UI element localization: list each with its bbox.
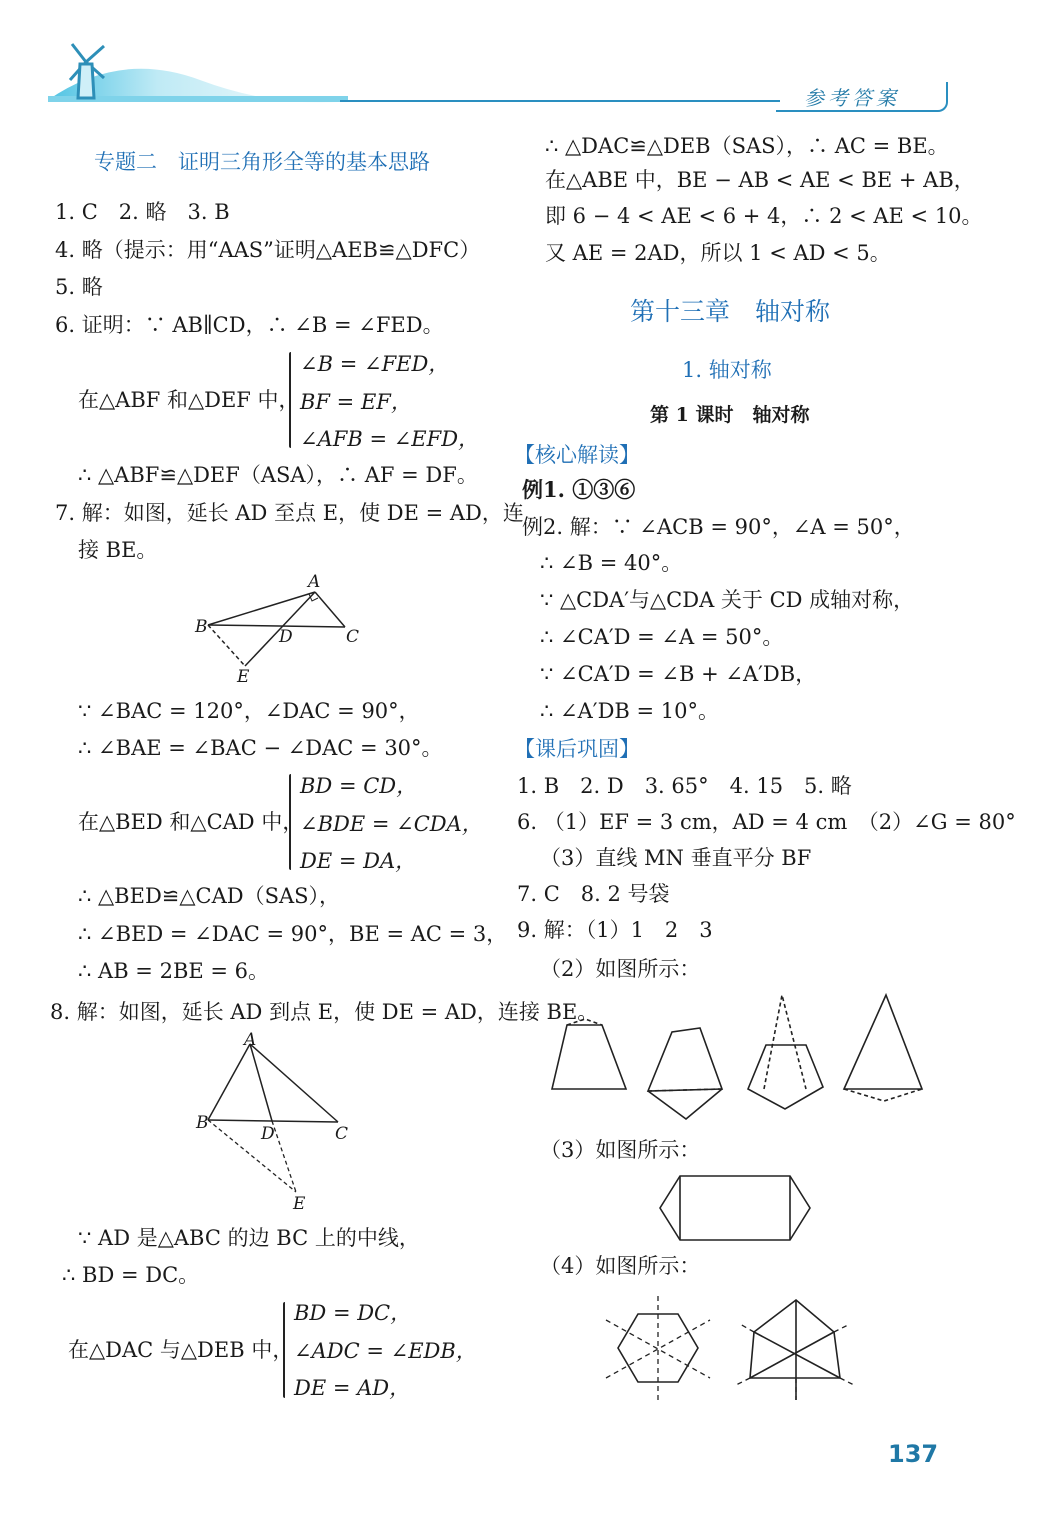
label-d: D: [279, 627, 293, 647]
dashed-apex: [764, 995, 806, 1089]
section-subtitle: 1. 轴对称: [682, 358, 772, 382]
dashed-cap: [567, 1019, 602, 1025]
label-d: D: [261, 1124, 275, 1144]
answer-line: 7. C 8. 2 号袋: [517, 882, 670, 906]
figure-8: [190, 1032, 360, 1212]
answer-line: ∴ ∠CA′D = ∠A = 50°。: [540, 625, 784, 649]
axis-extension: [740, 1324, 754, 1332]
answer-line: ∵ △CDA′与△CDA 关于 CD 成轴对称，: [540, 588, 915, 612]
label-c: C: [346, 627, 360, 647]
brace: [289, 352, 291, 448]
answer-line: ∴ △BED≌△CAD（SAS），: [78, 884, 341, 908]
condition: ∠B = ∠FED，: [300, 352, 450, 376]
answer-line: ∵ ∠CA′D = ∠B + ∠A′DB，: [540, 662, 817, 686]
label-b: B: [196, 1113, 209, 1133]
answer-line: 6. 证明：∵ AB∥CD，∴ ∠B = ∠FED。: [55, 313, 444, 337]
axis-extension: [734, 1378, 750, 1386]
brace: [283, 1302, 285, 1398]
section-title: 专题二 证明三角形全等的基本思路: [94, 150, 430, 174]
answer-line: ∴ AB = 2BE = 6。: [78, 959, 270, 983]
pentagon-shape: [648, 1028, 722, 1091]
answer-line: （2）如图所示：: [540, 957, 701, 981]
condition: BD = CD，: [300, 774, 418, 798]
condition: ∠ADC = ∠EDB，: [294, 1339, 477, 1363]
answer-line: 1. C 2. 略 3. B: [55, 200, 230, 224]
figure-9-3: [650, 1168, 820, 1248]
answer-line: 1. B 2. D 3. 65° 4. 15 5. 略: [517, 774, 852, 798]
label-c: C: [335, 1124, 349, 1144]
answer-line: 即 6 − 4 < AE < 6 + 4，∴ 2 < AE < 10。: [545, 204, 983, 228]
axis-extension: [840, 1378, 856, 1386]
answer-line: （3）如图所示：: [540, 1138, 701, 1162]
answer-line: ∴ △DAC≌△DEB（SAS），∴ AC = BE。: [545, 134, 949, 158]
answer-line: 4. 略（提示：用“AAS”证明△AEB≌△DFC）: [55, 238, 481, 262]
system-lead: 在△BED 和△CAD 中，: [78, 810, 304, 834]
chapter-title: 第十三章 轴对称: [630, 297, 831, 326]
system-lead: 在△DAC 与△DEB 中，: [68, 1338, 294, 1362]
hexagon-shape: [660, 1176, 810, 1240]
tag-core: 【核心解读】: [514, 443, 640, 467]
figure-9-2: [540, 985, 940, 1120]
label-b: B: [195, 617, 208, 637]
label-e: E: [237, 667, 250, 687]
answer-line: 接 BE。: [78, 538, 158, 562]
segment-bc: [208, 625, 345, 627]
answer-line: ∴ ∠BAE = ∠BAC − ∠DAC = 30°。: [78, 736, 443, 760]
condition: BD = DC，: [294, 1301, 412, 1325]
condition: ∠AFB = ∠EFD，: [300, 427, 480, 451]
conclusion: ∴ △ABF≌△DEF（ASA），∴ AF = DF。: [78, 463, 478, 487]
answer-line: 7. 解：如图，延长 AD 至点 E，使 DE = AD，连: [55, 501, 524, 525]
segment-ac: [250, 1044, 338, 1122]
segment-de: [272, 1121, 296, 1192]
segment-ad: [250, 1044, 272, 1121]
system-lead: 在△ABF 和△DEF 中，: [78, 388, 300, 412]
condition: ∠BDE = ∠CDA，: [300, 812, 483, 836]
pentagon-shape: [748, 1045, 823, 1109]
pentagon-shape: [750, 1300, 840, 1378]
label-a: A: [244, 1030, 257, 1050]
answer-line: （4）如图所示：: [540, 1254, 701, 1278]
answer-line: 5. 略: [55, 275, 103, 299]
brace: [289, 774, 291, 870]
axis-line: [754, 1332, 840, 1378]
axis-extension: [834, 1324, 850, 1332]
page-number: 137: [888, 1440, 939, 1468]
answer-line: 9. 解：（1）1 2 3: [517, 918, 713, 942]
segment-be: [208, 625, 245, 666]
answer-line: ∵ ∠BAC = 120°，∠DAC = 90°，: [78, 699, 420, 723]
answer-line: 又 AE = 2AD，所以 1 < AD < 5。: [545, 241, 891, 265]
condition: BF = EF，: [300, 390, 412, 414]
answer-line: 8. 解：如图，延长 AD 到点 E，使 DE = AD，连接 BE。: [50, 1000, 599, 1024]
answer-line: 6. （1）EF = 3 cm，AD = 4 cm （2）∠G = 80°: [517, 810, 1016, 834]
answer-line: ∴ ∠A′DB = 10°。: [540, 699, 720, 723]
label-e: E: [293, 1194, 306, 1214]
segment-ab: [208, 1044, 250, 1120]
header-tag: 参考答案: [804, 86, 900, 110]
condition: DE = AD，: [294, 1376, 411, 1400]
dashed-base: [844, 1089, 922, 1101]
segment-ac: [315, 592, 345, 627]
axis-line: [750, 1332, 834, 1378]
example-1: 例1. ①③⑥: [522, 477, 636, 502]
answer-line: ∵ AD 是△ABC 的边 BC 上的中线，: [78, 1226, 420, 1250]
example-2: 例2. 解：∵ ∠ACB = 90°，∠A = 50°，: [522, 515, 915, 539]
segment-be: [208, 1120, 296, 1192]
pentagon-bottom: [648, 1089, 722, 1119]
trapezoid-shape: [552, 1025, 626, 1089]
figure-9-4: [600, 1290, 870, 1410]
label-a: A: [308, 572, 321, 592]
column-divider: [500, 128, 501, 1418]
answer-line: ∴ ∠BED = ∠DAC = 90°，BE = AC = 3，: [78, 922, 508, 946]
answer-line: 在△ABE 中，BE − AB < AE < BE + AB，: [545, 168, 975, 192]
answer-line: （3）直线 MN 垂直平分 BF: [540, 846, 812, 870]
lesson-title: 第 1 课时 轴对称: [650, 404, 810, 426]
answer-line: ∴ BD = DC。: [62, 1263, 200, 1287]
triangle-shape: [844, 995, 922, 1089]
condition: DE = DA，: [300, 849, 417, 873]
tag-after: 【课后巩固】: [514, 737, 640, 761]
segment-bc: [208, 1120, 338, 1122]
answer-line: ∴ ∠B = 40°。: [540, 551, 683, 575]
